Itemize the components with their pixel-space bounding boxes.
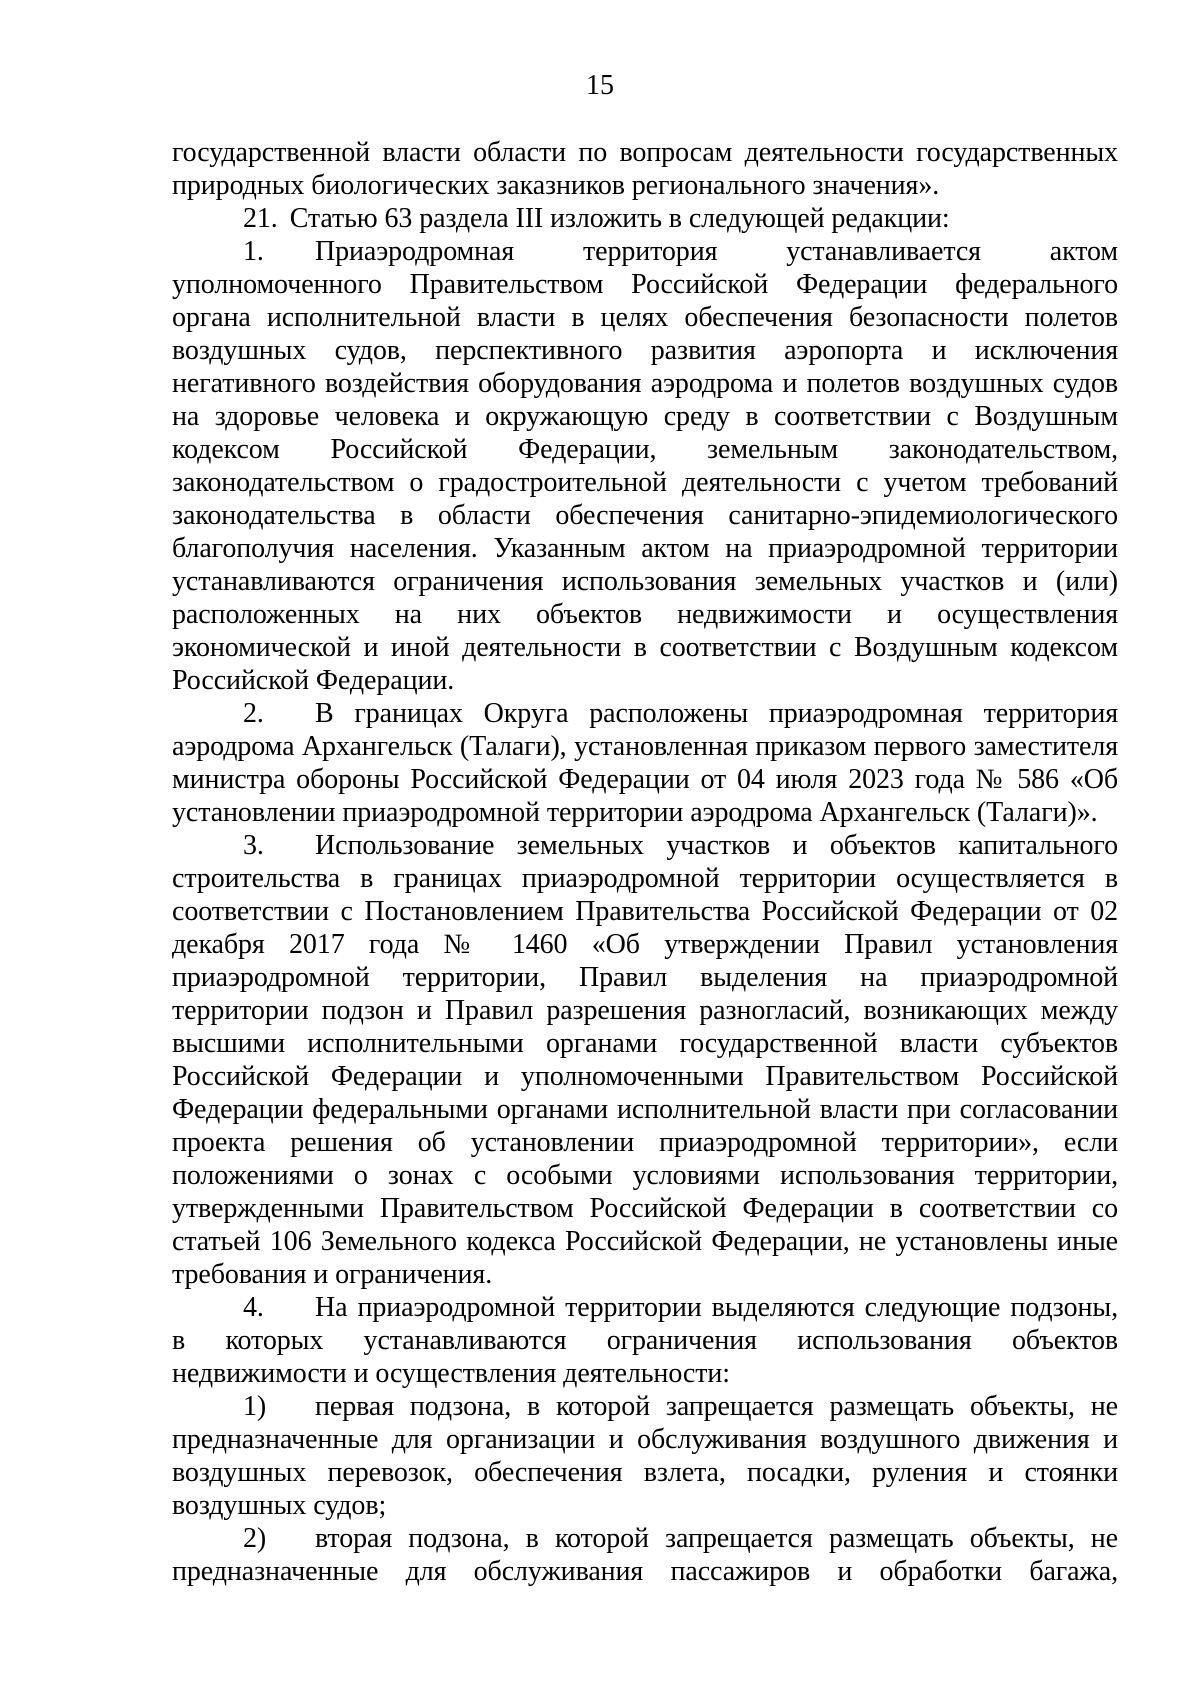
subitem-number: 2)	[243, 1523, 267, 1554]
paragraph-item-2	[172, 697, 1118, 829]
subitem-1	[172, 1390, 1118, 1522]
subitem-number: 1)	[243, 1391, 267, 1422]
subitem-text: первая подзона, в которой запрещается размещать объекты, не предназначенные для организации и обслуживания воздушного движения и воздушных перевозок, обеспечения взлета, посадки, руления и стоянки воздушных судов;	[172, 1391, 1118, 1521]
paragraph-item-3	[172, 829, 1118, 1291]
paragraph-number: 2.	[243, 698, 264, 729]
document-body	[172, 136, 1118, 1588]
paragraph-item-1	[172, 235, 1118, 697]
paragraph-text: В границах Округа расположены приаэродромная территория аэродрома Архангельск (Талаги), установленная приказом первого заместителя министра обороны Российской Федерации от 04 июля 2023 года № 586 «Об установлении приаэродромной территории аэродрома Архангельск (Талаги)».	[172, 698, 1118, 828]
paragraph-text: Использование земельных участков и объектов капитального строительства в границах приаэродромной территории осуществляется в соответствии с Постановлением Правительства Российской Федерации от 02 декабря 2017 года № 1460 «Об утверждении Правил установления приаэродромной территории, Правил выделения на приаэродромной территории подзон и Правил разрешения разногласий, возникающих между высшими исполнительными органами государственной власти субъектов Российской Федерации и уполномоченными Правительством Российской Федерации федеральными органами исполнительной власти при согласовании проекта решения об установлении приаэродромной территории», если положениями о зонах с особыми условиями использования территории, утвержденными Правительством Российской Федерации в соответствии со статьей 106 Земельного кодекса Российской Федерации, не установлены иные требования и ограничения.	[172, 830, 1118, 1290]
paragraph-text: Приаэродромная территория устанавливается актом уполномоченного Правительством Российской Федерации федерального органа исполнительной власти в целях обеспечения безопасности полетов воздушных судов, перспективного развития аэропорта и исключения негативного воздействия оборудования аэродрома и полетов воздушных судов на здоровье человека и окружающую среду в соответствии с Воздушным кодексом Российской Федерации, земельным законодательством, законодательством о градостроительной деятельности с учетом требований законодательства в области обеспечения санитарно-эпидемиологического благополучия населения. Указанным актом на приаэродромной территории устанавливаются ограничения использования земельных участков и (или) расположенных на них объектов недвижимости и осуществления экономической и иной деятельности в соответствии с Воздушным кодексом Российской Федерации.	[172, 236, 1118, 696]
paragraph-number: 3.	[243, 830, 264, 861]
subitem-2	[172, 1522, 1118, 1588]
paragraph-item-21	[172, 202, 1118, 235]
paragraph-number: 4.	[243, 1292, 264, 1323]
subitem-text: вторая подзона, в которой запрещается размещать объекты, не предназначенные для обслуживания пассажиров и обработки багажа,	[172, 1523, 1118, 1587]
page-number: 15	[586, 70, 614, 101]
paragraph-text: Статью 63 раздела III изложить в следующей редакции:	[289, 203, 950, 234]
paragraph-item-4	[172, 1291, 1118, 1390]
paragraph-number: 1.	[243, 236, 264, 267]
paragraph-text: На приаэродромной территории выделяются следующие подзоны, в которых устанавливаются ограничения использования объектов недвижимости и осуществления деятельности:	[172, 1292, 1118, 1389]
paragraph-number: 21.	[243, 203, 278, 234]
paragraph-continuation	[172, 136, 1118, 202]
paragraph-text: государственной власти области по вопросам деятельности государственных природных биологических заказников регионального значения».	[172, 137, 1118, 201]
